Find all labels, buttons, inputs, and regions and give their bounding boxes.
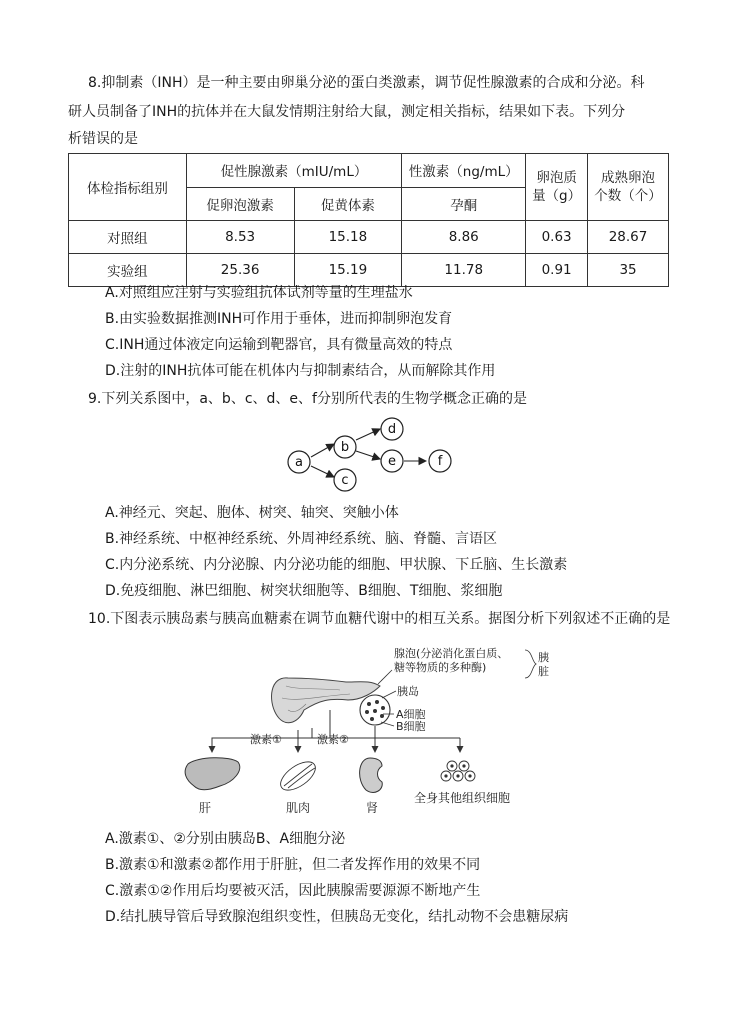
q10-option-c: C.激素①②作用后均要被灭活，因此胰腺需要源源不断地产生 <box>105 883 481 899</box>
header-mature-follicle-count: 成熟卵泡 个数（个） <box>588 154 669 221</box>
acinus-label-line2: 糖等物质的多种酶) <box>394 661 487 674</box>
q10-option-b: B.激素①和激素②都作用于肝脏，但二者发挥作用的效果不同 <box>105 857 481 873</box>
muscle-label: 肌肉 <box>285 801 311 815</box>
arrow-a-c <box>311 466 334 477</box>
q8-stem-line1: 8.抑制素（INH）是一种主要由卵巢分泌的蛋白类激素，调节促性腺激素的合成和分泌。科 <box>88 75 645 91</box>
header-follicle-mass: 卵泡质 量（g） <box>526 154 588 221</box>
liver-illustration <box>185 758 240 790</box>
arrow-b-d <box>356 429 380 440</box>
q10-stem: 10.下图表示胰岛素与胰高血糖素在调节血糖代谢中的相互关系。据图分析下列叙述不正确的是 <box>88 611 671 627</box>
q8-option-a: A.对照组应注射与实验组抗体试剂等量的生理盐水 <box>105 285 413 301</box>
islet-label: 胰岛 <box>397 685 419 698</box>
arrow-a-b <box>311 444 334 457</box>
table-row: 实验组 25.36 15.19 11.78 0.91 35 <box>69 254 669 287</box>
q10-pancreas-figure <box>170 640 570 820</box>
q8-data-table <box>68 153 669 287</box>
q9-option-b: B.神经系统、中枢神经系统、外周神经系统、脑、脊髓、言语区 <box>105 531 498 547</box>
q8-option-b: B.由实验数据推测INH可作用于垂体，进而抑制卵泡发育 <box>105 311 453 327</box>
pancreas-label-1: 胰 <box>538 651 549 664</box>
header-gonadotropin: 促性腺激素（mIU/mL） <box>186 154 402 188</box>
kidney-illustration <box>360 758 383 792</box>
muscle-illustration <box>276 756 320 795</box>
subheader-progesterone: 孕酮 <box>402 187 526 221</box>
arrow-b-e <box>356 451 380 459</box>
hormone2-label: 激素② <box>317 733 349 746</box>
hormone1-label: 激素① <box>250 733 282 746</box>
q10-option-d: D.结扎胰导管后导致腺泡组织变性，但胰岛无变化，结扎动物不会患糖尿病 <box>105 909 569 925</box>
other-cells-label: 全身其他组织细胞 <box>413 791 511 805</box>
node-b-label: b <box>340 440 350 455</box>
node-c-label: c <box>341 473 349 488</box>
node-e-label: e <box>388 454 396 469</box>
header-sex-hormone: 性激素（ng/mL） <box>402 154 526 188</box>
q8-option-d: D.注射的INH抗体可能在机体内与抑制素结合，从而解除其作用 <box>105 363 496 379</box>
tissue-cells-illustration <box>441 761 475 781</box>
node-d-label: d <box>387 422 397 437</box>
table-corner-header: 体检指标组别 <box>69 154 187 221</box>
q9-option-c: C.内分泌系统、内分泌腺、内分泌功能的细胞、甲状腺、下丘脑、生长激素 <box>105 557 568 573</box>
subheader-lh: 促黄体素 <box>294 187 402 221</box>
q9-option-a: A.神经元、突起、胞体、树突、轴突、突触小体 <box>105 505 399 521</box>
liver-label: 肝 <box>198 801 212 815</box>
q8-stem-line2: 研人员制备了INH的抗体并在大鼠发情期注射给大鼠，测定相关指标，结果如下表。下列分 <box>68 104 626 120</box>
q9-stem: 9.下列关系图中，a、b、c、d、e、f分别所代表的生物学概念正确的是 <box>88 391 527 407</box>
node-f-label: f <box>437 454 443 469</box>
cell-a-label: A细胞 <box>396 708 426 721</box>
table-row: 对照组 8.53 15.18 8.86 0.63 28.67 <box>69 221 669 254</box>
q8-option-c: C.INH通过体液定向运输到靶器官，具有微量高效的特点 <box>105 337 453 353</box>
pancreas-label-2: 脏 <box>538 665 549 678</box>
subheader-fsh: 促卵泡激素 <box>186 187 294 221</box>
q9-relation-diagram <box>280 414 460 496</box>
node-a-label: a <box>295 455 303 470</box>
acinus-label-line1: 腺泡(分泌消化蛋白质、 <box>394 647 509 660</box>
kidney-label: 肾 <box>365 801 379 815</box>
q9-option-d: D.免疫细胞、淋巴细胞、树突状细胞等、B细胞、T细胞、浆细胞 <box>105 583 503 599</box>
q10-option-a: A.激素①、②分别由胰岛B、A细胞分泌 <box>105 831 346 847</box>
q8-stem-line3: 析错误的是 <box>68 131 138 147</box>
cell-b-label: B细胞 <box>396 720 426 733</box>
